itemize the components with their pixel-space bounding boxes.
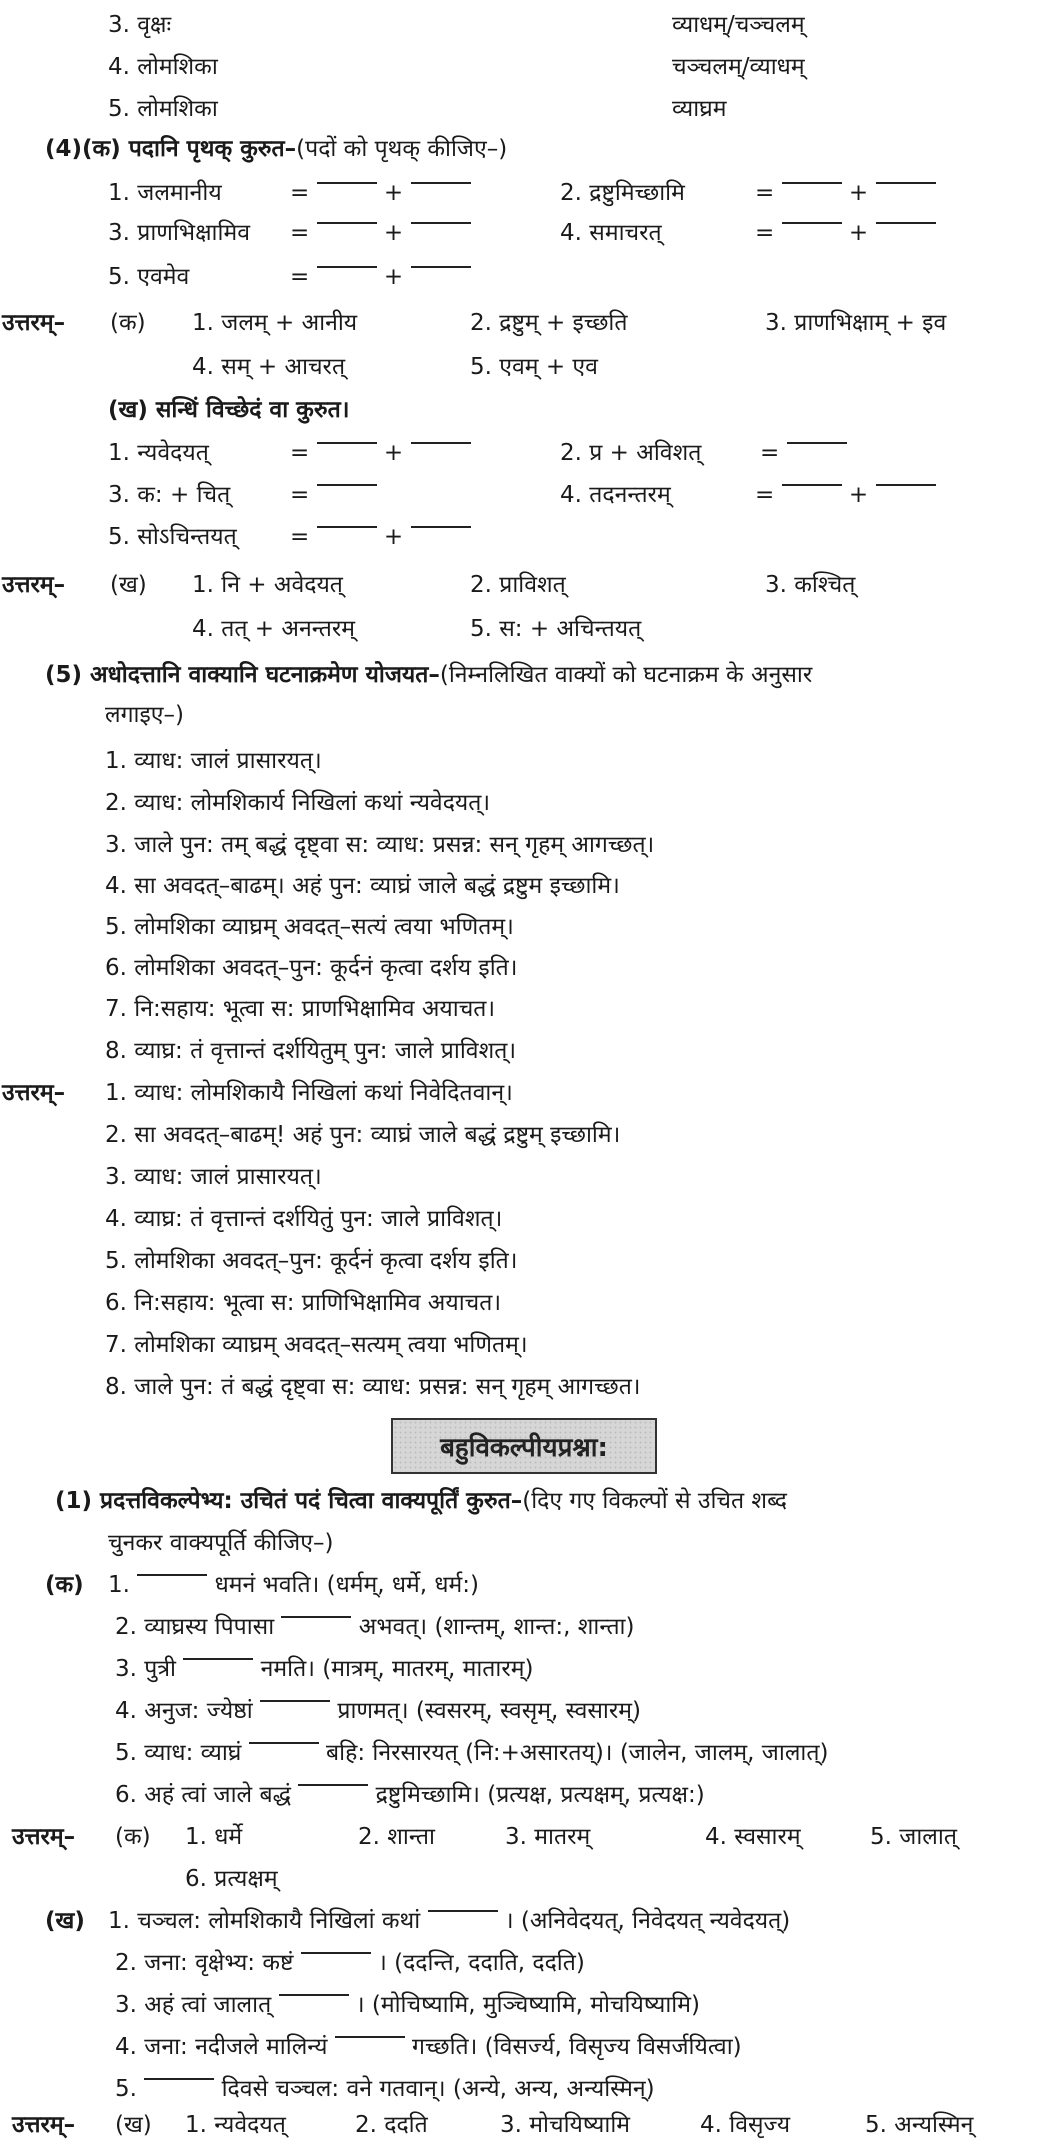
blank-line	[787, 442, 847, 458]
answer-item: 3. मोचयिष्यामि	[500, 2112, 631, 2138]
blank-line	[249, 1742, 319, 1758]
item-number: 5.	[108, 96, 130, 122]
item-text: वृक्षः	[137, 12, 172, 38]
item-number: 5.	[115, 1740, 137, 1766]
answer-item: 5. अन्यस्मिन्	[865, 2112, 974, 2138]
answer-item: 4. व्याघ्र: तं वृत्तान्तं दर्शयितुं पुन: जाले प्राविशत्।	[105, 1206, 503, 1232]
q4-item-5	[108, 262, 189, 292]
answer-item: 2. प्राविशत्	[470, 572, 566, 598]
list-item: 6. लोमशिका अवदत्–पुन: कूर्दनं कृत्वा दर्शय इति।	[105, 955, 518, 981]
item-text: । (ददन्ति, ददाति, ददति)	[378, 1950, 585, 1976]
answer-item: 3. कश्चित्	[765, 572, 856, 598]
answer-item: 1. न्यवेदयत्	[185, 2112, 286, 2138]
blank-line	[876, 182, 936, 198]
item-text: । (मोचिष्यामि, मुञ्चिष्यामि, मोचयिष्यामि)	[355, 1992, 700, 2018]
item-word: जलमानीय	[137, 180, 222, 206]
item-text: पुत्री	[144, 1656, 176, 1682]
answer-item: 4. विसृज्य	[700, 2112, 791, 2138]
blank-line	[317, 442, 377, 458]
q4-item-2	[560, 178, 685, 208]
blank-line	[411, 222, 471, 238]
item-number: 4.	[108, 54, 130, 80]
answer-item: 4. स्वसारम्	[705, 1824, 801, 1850]
part-label: (ख)	[45, 1908, 85, 1934]
heading-hindi: (दिए गए विकल्पों से उचित शब्द	[522, 1488, 787, 1514]
item-number: 2.	[115, 1950, 137, 1976]
blank-line	[782, 222, 842, 238]
item-number: 3.	[108, 220, 130, 246]
answer-blanks: =	[290, 480, 377, 510]
mcq-item	[108, 1570, 479, 1600]
blank-line	[137, 1574, 207, 1590]
answer-blanks: = +	[290, 178, 471, 208]
mcq-heading-cont: चुनकर वाक्यपूर्ति कीजिए–)	[108, 1530, 334, 1556]
answer-part: (क)	[115, 1824, 151, 1850]
answer-item: 8. जाले पुन: तं बद्धं दृष्ट्वा स: व्याध: प्रसन्न: सन् गृहम् आगच्छत।	[105, 1374, 641, 1400]
item-text: बहि: निरसारयत् (नि:+असारतय्)। (जालेन, जालम्, जालात्)	[326, 1740, 829, 1766]
item-number: 2.	[560, 180, 582, 206]
blank-line	[782, 484, 842, 500]
q4-item-1	[108, 178, 222, 208]
item-number: 1.	[108, 1572, 130, 1598]
list-item	[108, 94, 218, 124]
blank-line	[301, 1952, 371, 1968]
list-item: 2. व्याध: लोमशिकार्य निखिलां कथां न्यवेदयत्।	[105, 790, 491, 816]
item-number: 5.	[108, 264, 130, 290]
list-item: 1. व्याध: जालं प्रासारयत्।	[105, 748, 322, 774]
heading-sanskrit: (5) अधोदत्तानि वाक्यानि घटनाक्रमेण योजयत–	[45, 662, 440, 688]
answer-item: 1. जलम् + आनीय	[192, 310, 358, 336]
answer-item: 1. व्याध: लोमशिकायै निखिलां कथां निवेदितवान्।	[105, 1080, 513, 1106]
mcq-item	[115, 1654, 534, 1684]
answer-item: 5. लोमशिका अवदत्–पुन: कूर्दनं कृत्वा दर्शय इति।	[105, 1248, 518, 1274]
list-item	[108, 10, 171, 40]
item-word: प्राणभिक्षामिव	[137, 220, 251, 246]
list-item: 7. नि:सहाय: भूत्वा स: प्राणभिक्षामिव अयाचत।	[105, 996, 496, 1022]
answer-item: 5. स: + अचिन्तयत्	[470, 616, 642, 642]
item-word: द्रष्टुमिच्छामि	[589, 180, 685, 206]
item-text: अभवत्। (शान्तम्, शान्त:, शान्ता)	[358, 1614, 635, 1640]
answer-item: 2. सा अवदत्–बाढम्! अहं पुन: व्याघ्रं जाले बद्धं द्रष्टुम् इच्छामि।	[105, 1122, 621, 1148]
answer-blanks: =	[760, 438, 847, 468]
item-match: चञ्चलम्/व्याधम्	[672, 54, 805, 80]
answer-label: उत्तरम्–	[12, 2112, 76, 2138]
answer-blanks: = +	[290, 522, 471, 552]
q4-kha-item-1	[108, 438, 209, 468]
item-text: धमनं भवति। (धर्मम्, धर्मे, धर्म:)	[214, 1572, 479, 1598]
item-text: अनुज: ज्येष्ठां	[144, 1698, 253, 1724]
item-word: सोऽचिन्तयत्	[137, 524, 237, 550]
item-text: दिवसे चञ्चल: वने गतवान्। (अन्ये, अन्य, अन्यस्मिन्)	[221, 2076, 655, 2102]
blank-line	[876, 222, 936, 238]
q5-heading-cont: लगाइए–)	[105, 702, 184, 728]
mcq-item	[115, 1990, 700, 2020]
mcq-item	[115, 1780, 705, 1810]
list-item	[108, 52, 218, 82]
item-word: एवमेव	[137, 264, 190, 290]
blank-line	[144, 2078, 214, 2094]
answer-item: 5. जालात्	[870, 1824, 957, 1850]
answer-item: 3. प्राणभिक्षाम् + इव	[765, 310, 947, 336]
mcq-item	[115, 1696, 641, 1726]
item-text: जना: वृक्षेभ्य: कष्टं	[144, 1950, 294, 1976]
blank-line	[335, 2036, 405, 2052]
section-banner	[391, 1418, 657, 1474]
q4-kha-item-4	[560, 480, 671, 510]
part-label: (क)	[45, 1572, 84, 1598]
item-text: प्राणमत्। (स्वसरम्, स्वसृम्, स्वसारम्)	[337, 1698, 641, 1724]
answer-item: 1. नि + अवेदयत्	[192, 572, 343, 598]
item-number: 4.	[115, 2034, 137, 2060]
blank-line	[317, 266, 377, 282]
mcq-item	[108, 1906, 790, 1936]
list-item: 5. लोमशिका व्याघ्रम् अवदत्–सत्यं त्वया भणितम्।	[105, 914, 514, 940]
item-number: 4.	[115, 1698, 137, 1724]
answer-item: 2. ददति	[355, 2112, 428, 2138]
answer-item: 2. शान्ता	[358, 1824, 436, 1850]
answer-label: उत्तरम्–	[2, 1080, 66, 1106]
item-word: क: + चित्	[137, 482, 231, 508]
item-number: 1.	[108, 440, 130, 466]
blank-line	[411, 442, 471, 458]
answer-blanks: = +	[755, 178, 936, 208]
answer-item: 4. सम् + आचरत्	[192, 354, 346, 380]
item-number: 5.	[115, 2076, 137, 2102]
blank-line	[317, 526, 377, 542]
item-text: गच्छति। (विसर्ज्य, विसृज्य विसर्जयित्वा)	[412, 2034, 742, 2060]
item-text: अहं त्वां जाले बद्धं	[144, 1782, 291, 1808]
list-item: 8. व्याघ्र: तं वृत्तान्तं दर्शयितुम् पुन: जाले प्राविशत्।	[105, 1038, 517, 1064]
list-item: 3. जाले पुन: तम् बद्धं दृष्ट्वा स: व्याध: प्रसन्न: सन् गृहम् आगच्छत्।	[105, 832, 655, 858]
item-text: व्याध: व्याघ्रं	[144, 1740, 242, 1766]
answer-blanks: = +	[755, 218, 936, 248]
item-text: लोमशिका	[137, 54, 218, 80]
q4-kha-item-2	[560, 438, 701, 468]
q4-kha-item-3	[108, 480, 230, 510]
answer-item: 7. लोमशिका व्याघ्रम् अवदत्–सत्यम् त्वया भणितम्।	[105, 1332, 528, 1358]
item-number: 1.	[108, 1908, 130, 1934]
item-word: समाचरत्	[589, 220, 662, 246]
item-number: 2.	[560, 440, 582, 466]
blank-line	[428, 1910, 498, 1926]
item-text: नमति। (मात्रम्, मातरम्, मातारम्)	[260, 1656, 534, 1682]
heading-sanskrit: (1) प्रदत्तविकल्पेभ्य: उचितं पदं चित्वा वाक्यपूर्तिं कुरुत–	[55, 1488, 523, 1514]
item-number: 4.	[560, 220, 582, 246]
blank-line	[281, 1616, 351, 1632]
answer-part: (ख)	[115, 2112, 152, 2138]
blank-line	[317, 484, 377, 500]
item-text: । (अनिवेदयत्, निवेदयत् न्यवेदयत्)	[504, 1908, 791, 1934]
heading-hindi: (निम्नलिखित वाक्यों को घटनाक्रम के अनुसार	[439, 662, 813, 688]
answer-label: उत्तरम्–	[2, 310, 66, 336]
mcq-item	[115, 1948, 585, 1978]
item-text: व्याघ्रस्य पिपासा	[144, 1614, 275, 1640]
mcq-item	[115, 2032, 742, 2062]
item-text: अहं त्वां जालात्	[144, 1992, 272, 2018]
blank-line	[876, 484, 936, 500]
item-number: 3.	[108, 482, 130, 508]
heading-hindi: (पदों को पृथक् कीजिए–)	[296, 136, 508, 162]
mcq-item	[115, 2074, 655, 2104]
blank-line	[260, 1700, 330, 1716]
item-number: 2.	[115, 1614, 137, 1640]
answer-blanks: = +	[290, 438, 471, 468]
q4-item-3	[108, 218, 250, 248]
answer-label: उत्तरम्–	[2, 572, 66, 598]
blank-line	[782, 182, 842, 198]
q4-item-4	[560, 218, 662, 248]
item-text: चञ्चल: लोमशिकायै निखिलां कथां	[137, 1908, 421, 1934]
item-number: 3.	[108, 12, 130, 38]
item-word: प्र + अविशत्	[589, 440, 702, 466]
q4-kha-item-5	[108, 522, 237, 552]
blank-line	[279, 1994, 349, 2010]
answer-part: (क)	[110, 310, 146, 336]
banner-title: बहुविकल्पीयप्रश्ना:	[440, 1433, 608, 1463]
item-text: जना: नदीजले मालिन्यं	[144, 2034, 328, 2060]
answer-item: 2. द्रष्टुम् + इच्छति	[470, 310, 628, 336]
answer-blanks: = +	[290, 218, 471, 248]
answer-item: 1. धर्मे	[185, 1824, 243, 1850]
item-match: व्याधम्/चञ्चलम्	[672, 12, 805, 38]
blank-line	[411, 526, 471, 542]
item-number: 6.	[115, 1782, 137, 1808]
answer-item: 6. नि:सहाय: भूत्वा स: प्राणिभिक्षामिव अयाचत।	[105, 1290, 502, 1316]
item-number: 5.	[108, 524, 130, 550]
mcq-item	[115, 1738, 828, 1768]
item-number: 3.	[115, 1656, 137, 1682]
item-number: 3.	[115, 1992, 137, 2018]
mcq-item	[115, 1612, 635, 1642]
blank-line	[317, 222, 377, 238]
item-text: द्रष्टुमिच्छामि। (प्रत्यक्ष, प्रत्यक्षम्, प्रत्यक्ष:)	[375, 1782, 705, 1808]
q5-heading	[45, 660, 812, 690]
blank-line	[317, 182, 377, 198]
mcq-heading	[55, 1486, 787, 1516]
answer-label: उत्तरम्–	[12, 1824, 76, 1850]
blank-line	[411, 266, 471, 282]
answer-item: 3. मातरम्	[505, 1824, 591, 1850]
item-word: तदनन्तरम्	[589, 482, 671, 508]
q4-heading	[45, 134, 507, 164]
answer-part: (ख)	[110, 572, 147, 598]
answer-item: 3. व्याध: जालं प्रासारयत्।	[105, 1164, 322, 1190]
list-item: 4. सा अवदत्–बाढम्। अहं पुन: व्याघ्रं जाले बद्धं द्रष्टुम इच्छामि।	[105, 873, 620, 899]
item-number: 1.	[108, 180, 130, 206]
item-number: 4.	[560, 482, 582, 508]
heading-sanskrit: (4)(क) पदानि पृथक् कुरुत–	[45, 136, 297, 162]
blank-line	[298, 1784, 368, 1800]
answer-blanks: = +	[290, 262, 471, 292]
answer-blanks: = +	[755, 480, 936, 510]
item-match: व्याघ्रम	[672, 96, 727, 122]
answer-item: 4. तत् + अनन्तरम्	[192, 616, 356, 642]
blank-line	[183, 1658, 253, 1674]
q4-kha-heading: (ख) सन्धिं विच्छेदं वा कुरुत।	[108, 397, 350, 423]
answer-item: 6. प्रत्यक्षम्	[185, 1866, 278, 1892]
answer-item: 5. एवम् + एव	[470, 354, 598, 380]
item-text: लोमशिका	[137, 96, 218, 122]
blank-line	[411, 182, 471, 198]
item-word: न्यवेदयत्	[137, 440, 209, 466]
